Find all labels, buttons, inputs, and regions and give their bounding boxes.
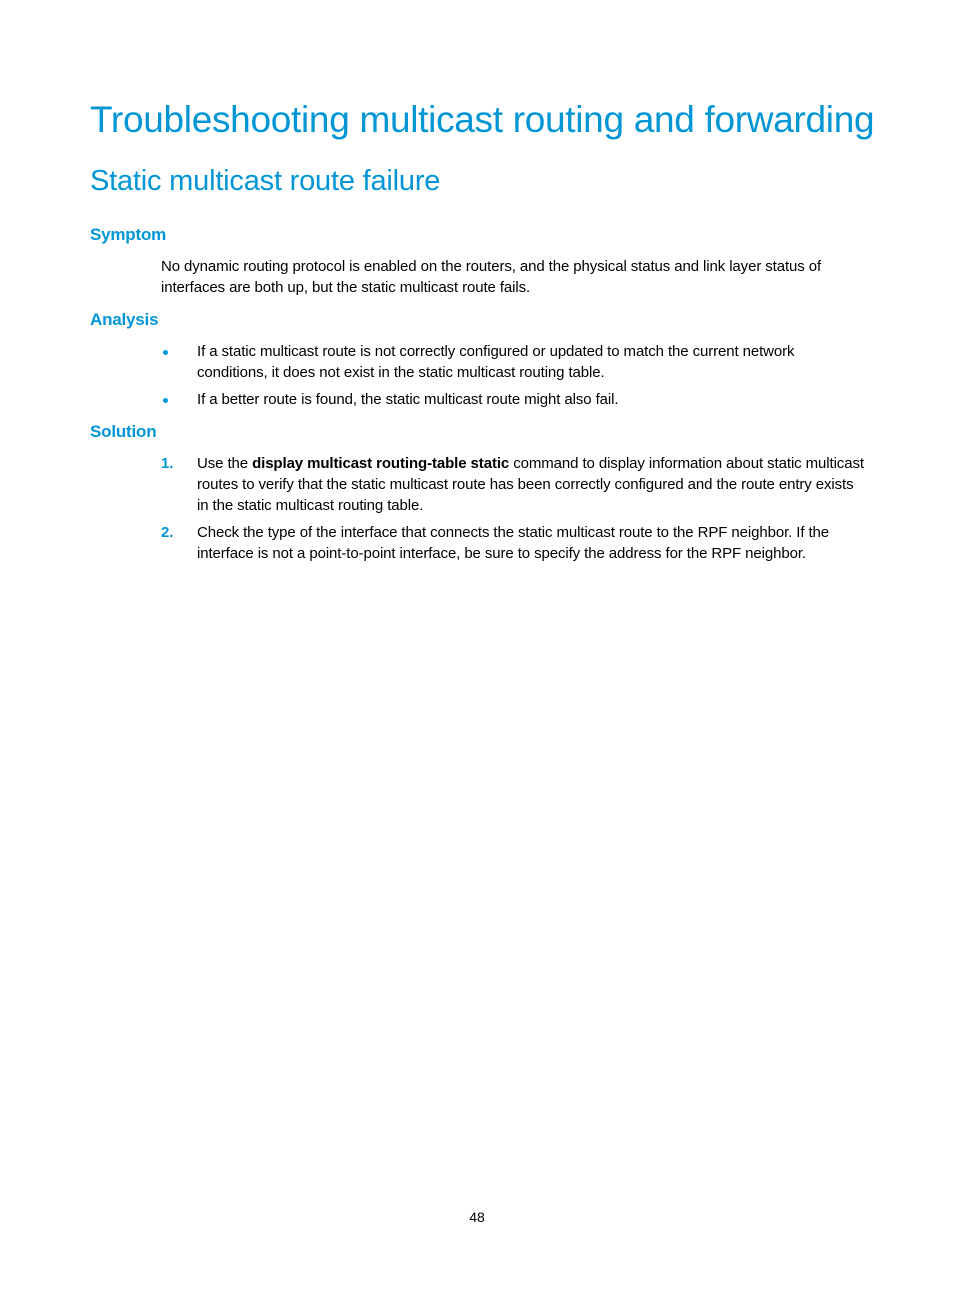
step-text-after: command to display information about static multicast routes to verify that the static multicast route has been correctly configured and the route entry exists in the static multicast routing table. [197,455,864,514]
section-title: Static multicast route failure [90,165,441,197]
analysis-bullet-text: If a static multicast route is not correctly configured or updated to match the current network conditions, it does not exist in the static multicast routing table. [197,343,795,381]
analysis-heading: Analysis [90,310,159,329]
step-number: 2. [161,524,174,541]
step-number: 1. [161,455,174,472]
bullet-icon [163,398,168,403]
page-number: 48 [469,1209,485,1225]
page-title: Troubleshooting multicast routing and forwarding [90,99,875,140]
bullet-icon [163,350,168,355]
analysis-bullet-text: If a better route is found, the static multicast route might also fail. [197,391,619,408]
symptom-text: No dynamic routing protocol is enabled on the routers, and the physical status and link layer status of interfaces are both up, but the static multicast route fails. [161,258,822,296]
solution-step-text [197,453,865,516]
command-text: display multicast routing-table static [252,455,510,472]
solution-step-text: Check the type of the interface that connects the static multicast route to the RPF neighbor. If the interface is not a point-to-point interface, be sure to specify the address for the RPF neighbor. [197,524,830,562]
symptom-heading: Symptom [90,225,167,244]
solution-heading: Solution [90,422,157,441]
step-text-before: Use the [197,455,253,472]
